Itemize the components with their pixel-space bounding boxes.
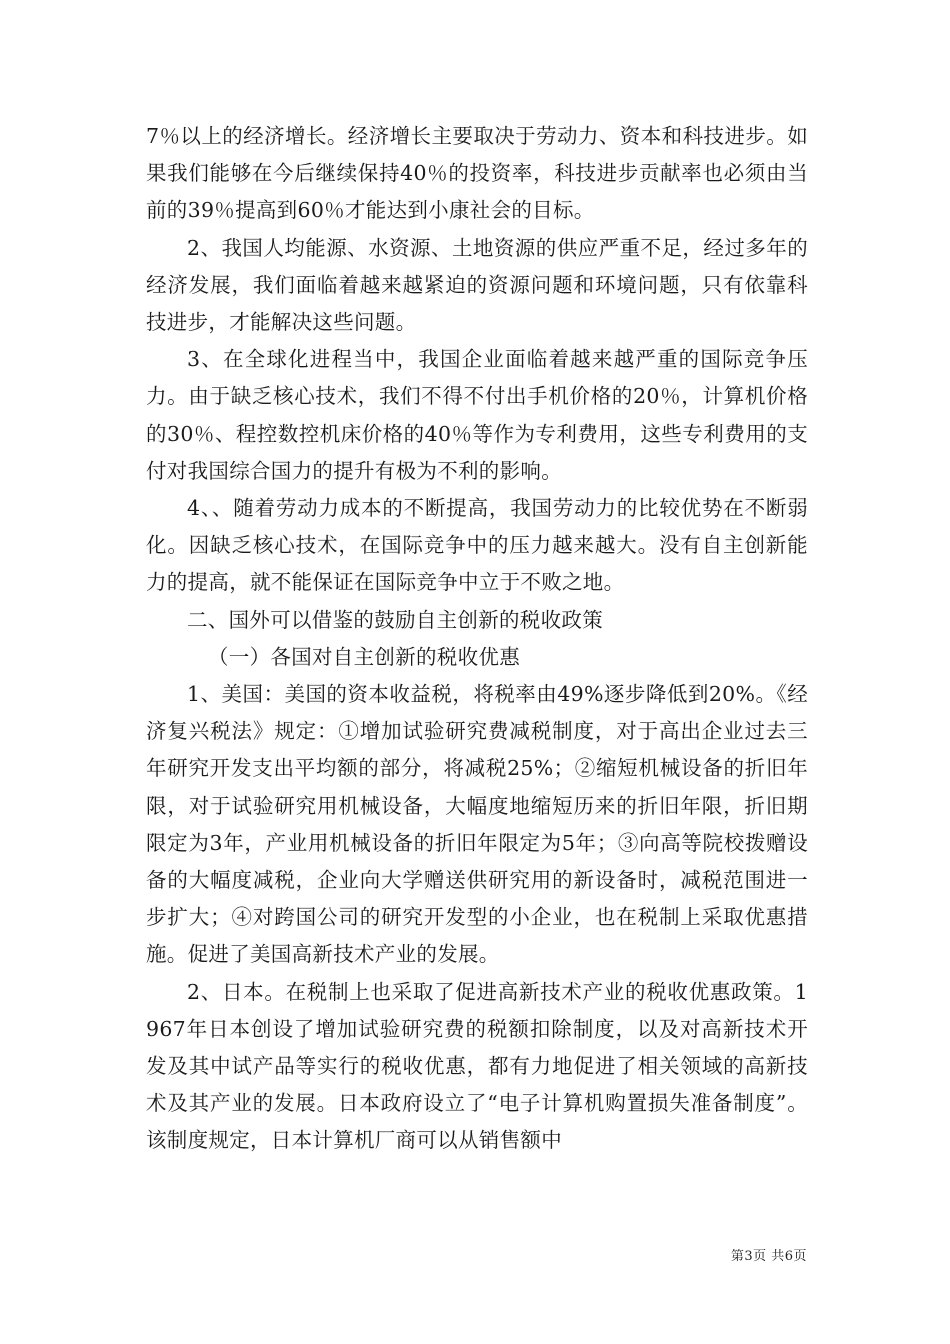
document-body [146,118,808,1160]
paragraph-point-2: 2、我国人均能源、水资源、土地资源的供应严重不足，经过多年的经济发展，我们面临着越来越紧迫的资源问题和环境问题，只有依靠科技进步，才能解决这些问题。 [146,235,808,335]
paragraph-usa: 1、美国：美国的资本收益税，将税率由49%逐步降低到20%。《经济复兴税法》规定：①增加试验研究费减税制度，对于高出企业过去三年研究开发支出平均额的部分，将减税25%；②缩短机械设备的折旧年限，对于试验研究用机械设备，大幅度地缩短历来的折旧年限，折旧期限定为3年，产业用机械设备的折旧年限定为5年；③向高等院校拨赠设备的大幅度减税，企业向大学赠送供研究用的新设备时，减税范围进一步扩大；④对跨国公司的研究开发型的小企业，也在税制上采取优惠措施。促进了美国高新技术产业的发展。 [146,682,808,967]
page-number: 第3页 共6页 [730,1249,807,1264]
paragraph-point-3: 3、在全球化进程当中，我国企业面临着越来越严重的国际竞争压力。由于缺乏核心技术，我们不得不付出手机价格的20％，计算机价格的30％、程控数控机床价格的40％等作为专利费用，这些专利费用的支付对我国综合国力的提升有极为不利的影响。 [146,347,808,483]
paragraph-point-4: 4、、随着劳动力成本的不断提高，我国劳动力的比较优势在不断弱化。因缺乏核心技术，在国际竞争中的压力越来越大。没有自主创新能力的提高，就不能保证在国际竞争中立于不败之地。 [146,496,808,595]
paragraph-japan: 2、日本。在税制上也采取了促进高新技术产业的税收优惠政策。1967年日本创设了增加试验研究费的税额扣除制度，以及对高新技术开发及其中试产品等实行的税收优惠，都有力地促进了相关领域的高新技术及其产业的发展。日本政府设立了“电子计算机购置损失准备制度”。该制度规定，日本计算机厂商可以从销售额中 [146,979,808,1153]
section-heading-2: 二、国外可以借鉴的鼓励自主创新的税收政策 [187,607,603,632]
paragraph-continuation: 7％以上的经济增长。经济增长主要取决于劳动力、资本和科技进步。如果我们能够在今后继续保持40％的投资率，科技进步贡献率也必须由当前的39％提高到60％才能达到小康社会的目标。 [146,124,808,223]
subsection-heading-1: （一）各国对自主创新的税收优惠 [208,644,520,669]
